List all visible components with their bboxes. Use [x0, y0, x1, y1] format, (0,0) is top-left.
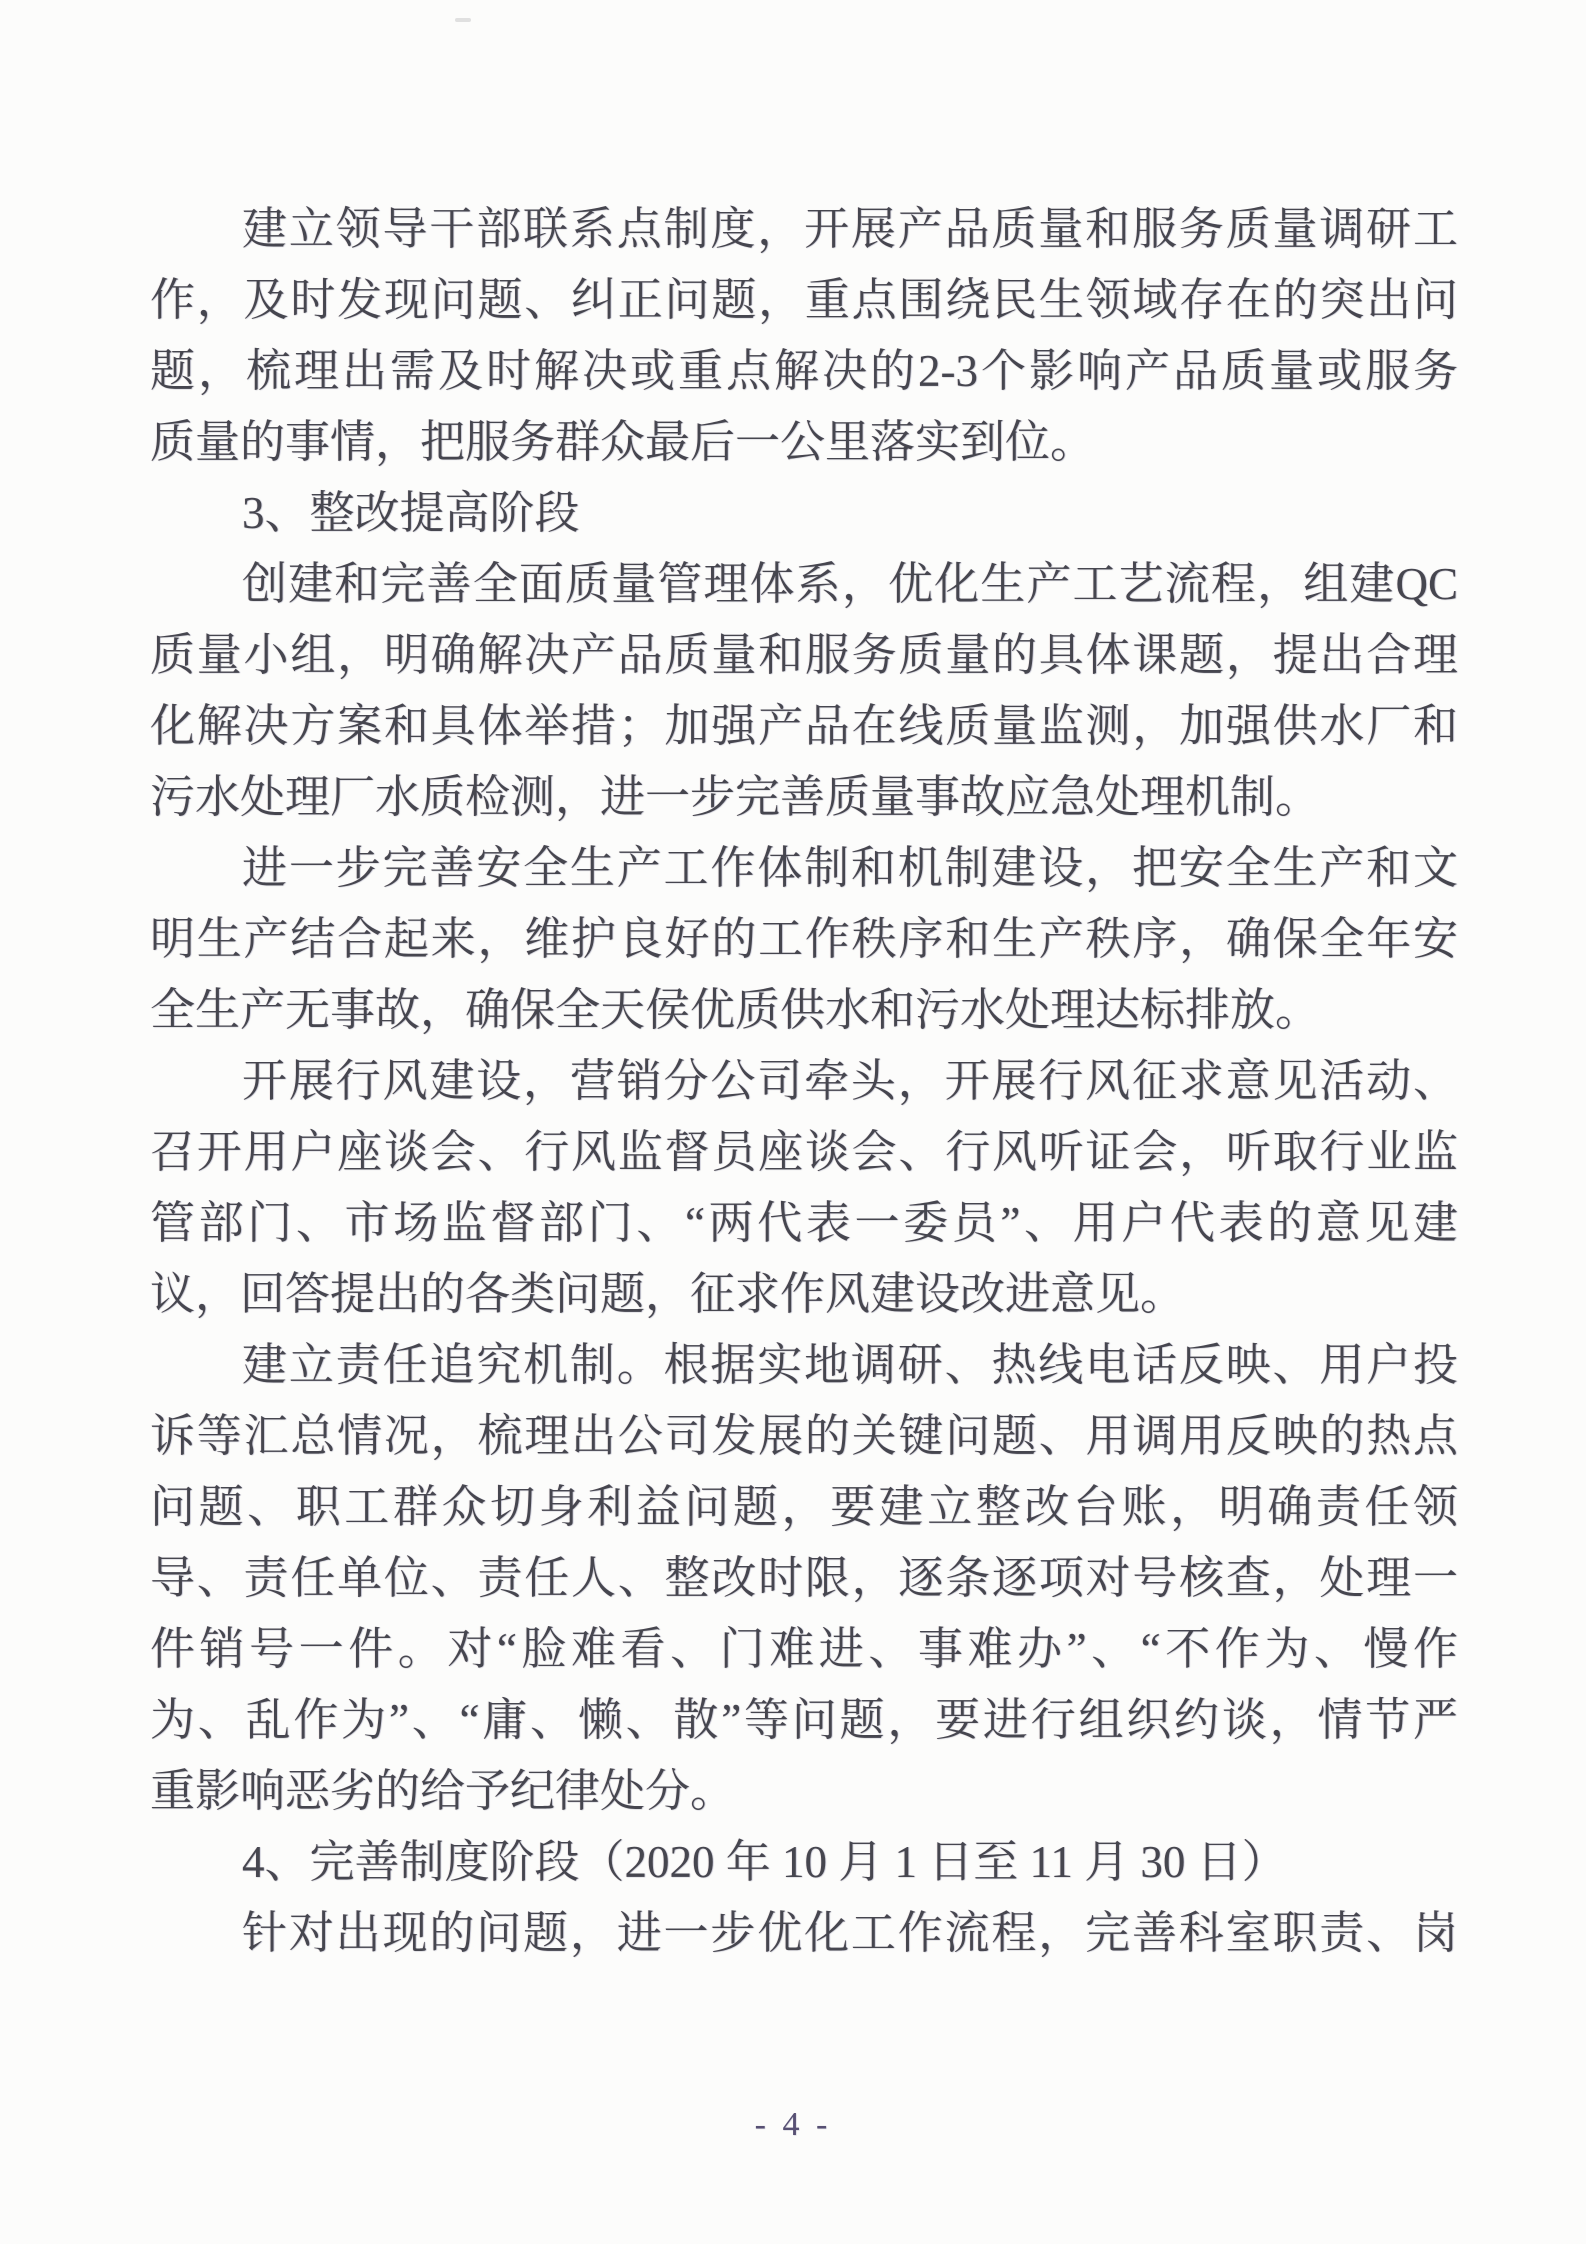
text-line: 质量小组，明确解决产品质量和服务质量的具体课题，提出合理 [150, 630, 1458, 680]
text-line: 为、乱作为”、“庸、懒、散”等问题，要进行组织约谈，情节严 [150, 1695, 1458, 1745]
document-text-block [150, 194, 1458, 1969]
text-line: 件销号一件。对“脸难看、门难进、事难办”、“不作为、慢作 [150, 1624, 1458, 1674]
text-line: 作，及时发现问题、纠正问题，重点围绕民生领域存在的突出问 [150, 275, 1458, 325]
text-line: 建立责任追究机制。根据实地调研、热线电话反映、用户投 [242, 1340, 1458, 1390]
text-line: 导、责任单位、责任人、整改时限，逐条逐项对号核查，处理一 [150, 1553, 1458, 1603]
text-line: 管部门、市场监督部门、“两代表一委员”、用户代表的意见建 [150, 1198, 1458, 1248]
text-line: 污水处理厂水质检测，进一步完善质量事故应急处理机制。 [150, 772, 1321, 822]
scan-speck [455, 18, 471, 22]
text-line: 全生产无事故，确保全天侯优质供水和污水处理达标排放。 [150, 985, 1321, 1035]
text-line: 建立领导干部联系点制度，开展产品质量和服务质量调研工 [242, 204, 1458, 254]
text-line: 重影响恶劣的给予纪律处分。 [150, 1766, 736, 1816]
text-line: 开展行风建设，营销分公司牵头，开展行风征求意见活动、 [242, 1056, 1458, 1106]
text-line: 题，梳理出需及时解决或重点解决的2-3个影响产品质量或服务 [150, 346, 1458, 396]
text-line: 诉等汇总情况，梳理出公司发展的关键问题、用调用反映的热点 [150, 1411, 1458, 1461]
section-heading: 4、完善制度阶段（2020 年 10 月 1 日至 11 月 30 日） [242, 1837, 1287, 1887]
text-line: 化解决方案和具体举措；加强产品在线质量监测，加强供水厂和 [150, 701, 1458, 751]
text-line: 议，回答提出的各类问题，征求作风建设改进意见。 [150, 1269, 1186, 1319]
text-line: 明生产结合起来，维护良好的工作秩序和生产秩序，确保全年安 [150, 914, 1458, 964]
text-line: 创建和完善全面质量管理体系，优化生产工艺流程，组建QC [242, 559, 1458, 609]
text-line: 问题、职工群众切身利益问题，要建立整改台账，明确责任领 [150, 1482, 1458, 1532]
text-line: 针对出现的问题，进一步优化工作流程，完善科室职责、岗 [242, 1908, 1458, 1958]
text-line: 质量的事情，把服务群众最后一公里落实到位。 [150, 417, 1096, 467]
text-line: 进一步完善安全生产工作体制和机制建设，把安全生产和文 [242, 843, 1458, 893]
text-line: 召开用户座谈会、行风监督员座谈会、行风听证会，听取行业监 [150, 1127, 1458, 1177]
page-number: - 4 - [754, 2106, 832, 2143]
section-heading: 3、整改提高阶段 [242, 488, 580, 538]
